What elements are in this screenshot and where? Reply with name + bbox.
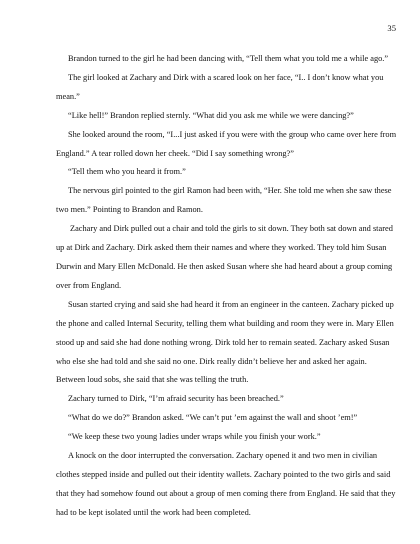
paragraph: “What do we do?” Brandon asked. “We can’t put ’em against the wall and shoot ’em!” — [68, 413, 358, 423]
page-number: 35 — [387, 23, 396, 33]
paragraph: “Like hell!” Brandon replied sternly. “What did you ask me while we were dancing?” — [68, 110, 354, 120]
paragraph: The girl looked at Zachary and Dirk with a scared look on her face, “I.. I don’t know what you mean.” — [56, 72, 384, 101]
paragraph: “We keep these two young ladies under wraps while you finish your work.” — [68, 432, 321, 442]
paragraph: The nervous girl pointed to the girl Ramon had been with, “Her. She told me when she saw these two men.” Pointing to Brandon and Ramon. — [56, 186, 392, 215]
paragraph: She looked around the room, “I...I just asked if you were with the group who came over here from England.” A tear rolled down her cheek. “Did I say something wrong?” — [56, 129, 397, 158]
paragraph: “Tell them who you heard it from.” — [68, 167, 186, 177]
paragraph: Zachary turned to Dirk, “I’m afraid security has been breached.” — [68, 394, 284, 404]
paragraph: Brandon turned to the girl he had been dancing with, “Tell them what you told me a while ago.” — [68, 54, 389, 63]
paragraph: A knock on the door interrupted the conversation. Zachary opened it and two men in civilian clothes stepped inside and pulled out their identity wallets. Zachary pointed to the two girls and said that they had somehow found out about a group of men coming there from England. He said that they had to be kept isolated until the work had been completed. — [56, 451, 396, 517]
paragraph: Susan started crying and said she had heard it from an engineer in the canteen. Zachary picked up the phone and called Internal Security, telling them what building and room they were in. Mary Ellen stood up and said she had done nothing wrong. Dirk told her to remain seated. Zachary asked Susan who else she had told and she said no one. Dirk really didn’t believe her and asked her again. Between loud sobs, she said that she was telling the truth. — [56, 299, 394, 385]
body-text — [56, 50, 397, 523]
paragraph: Zachary and Dirk pulled out a chair and told the girls to sit down. They both sat down and stared up at Dirk and Zachary. Dirk asked them their names and where they worked. They told him Susan Durwin and Mary Ellen McDonald. He then asked Susan where she had heard about a group coming over from England. — [56, 224, 393, 290]
